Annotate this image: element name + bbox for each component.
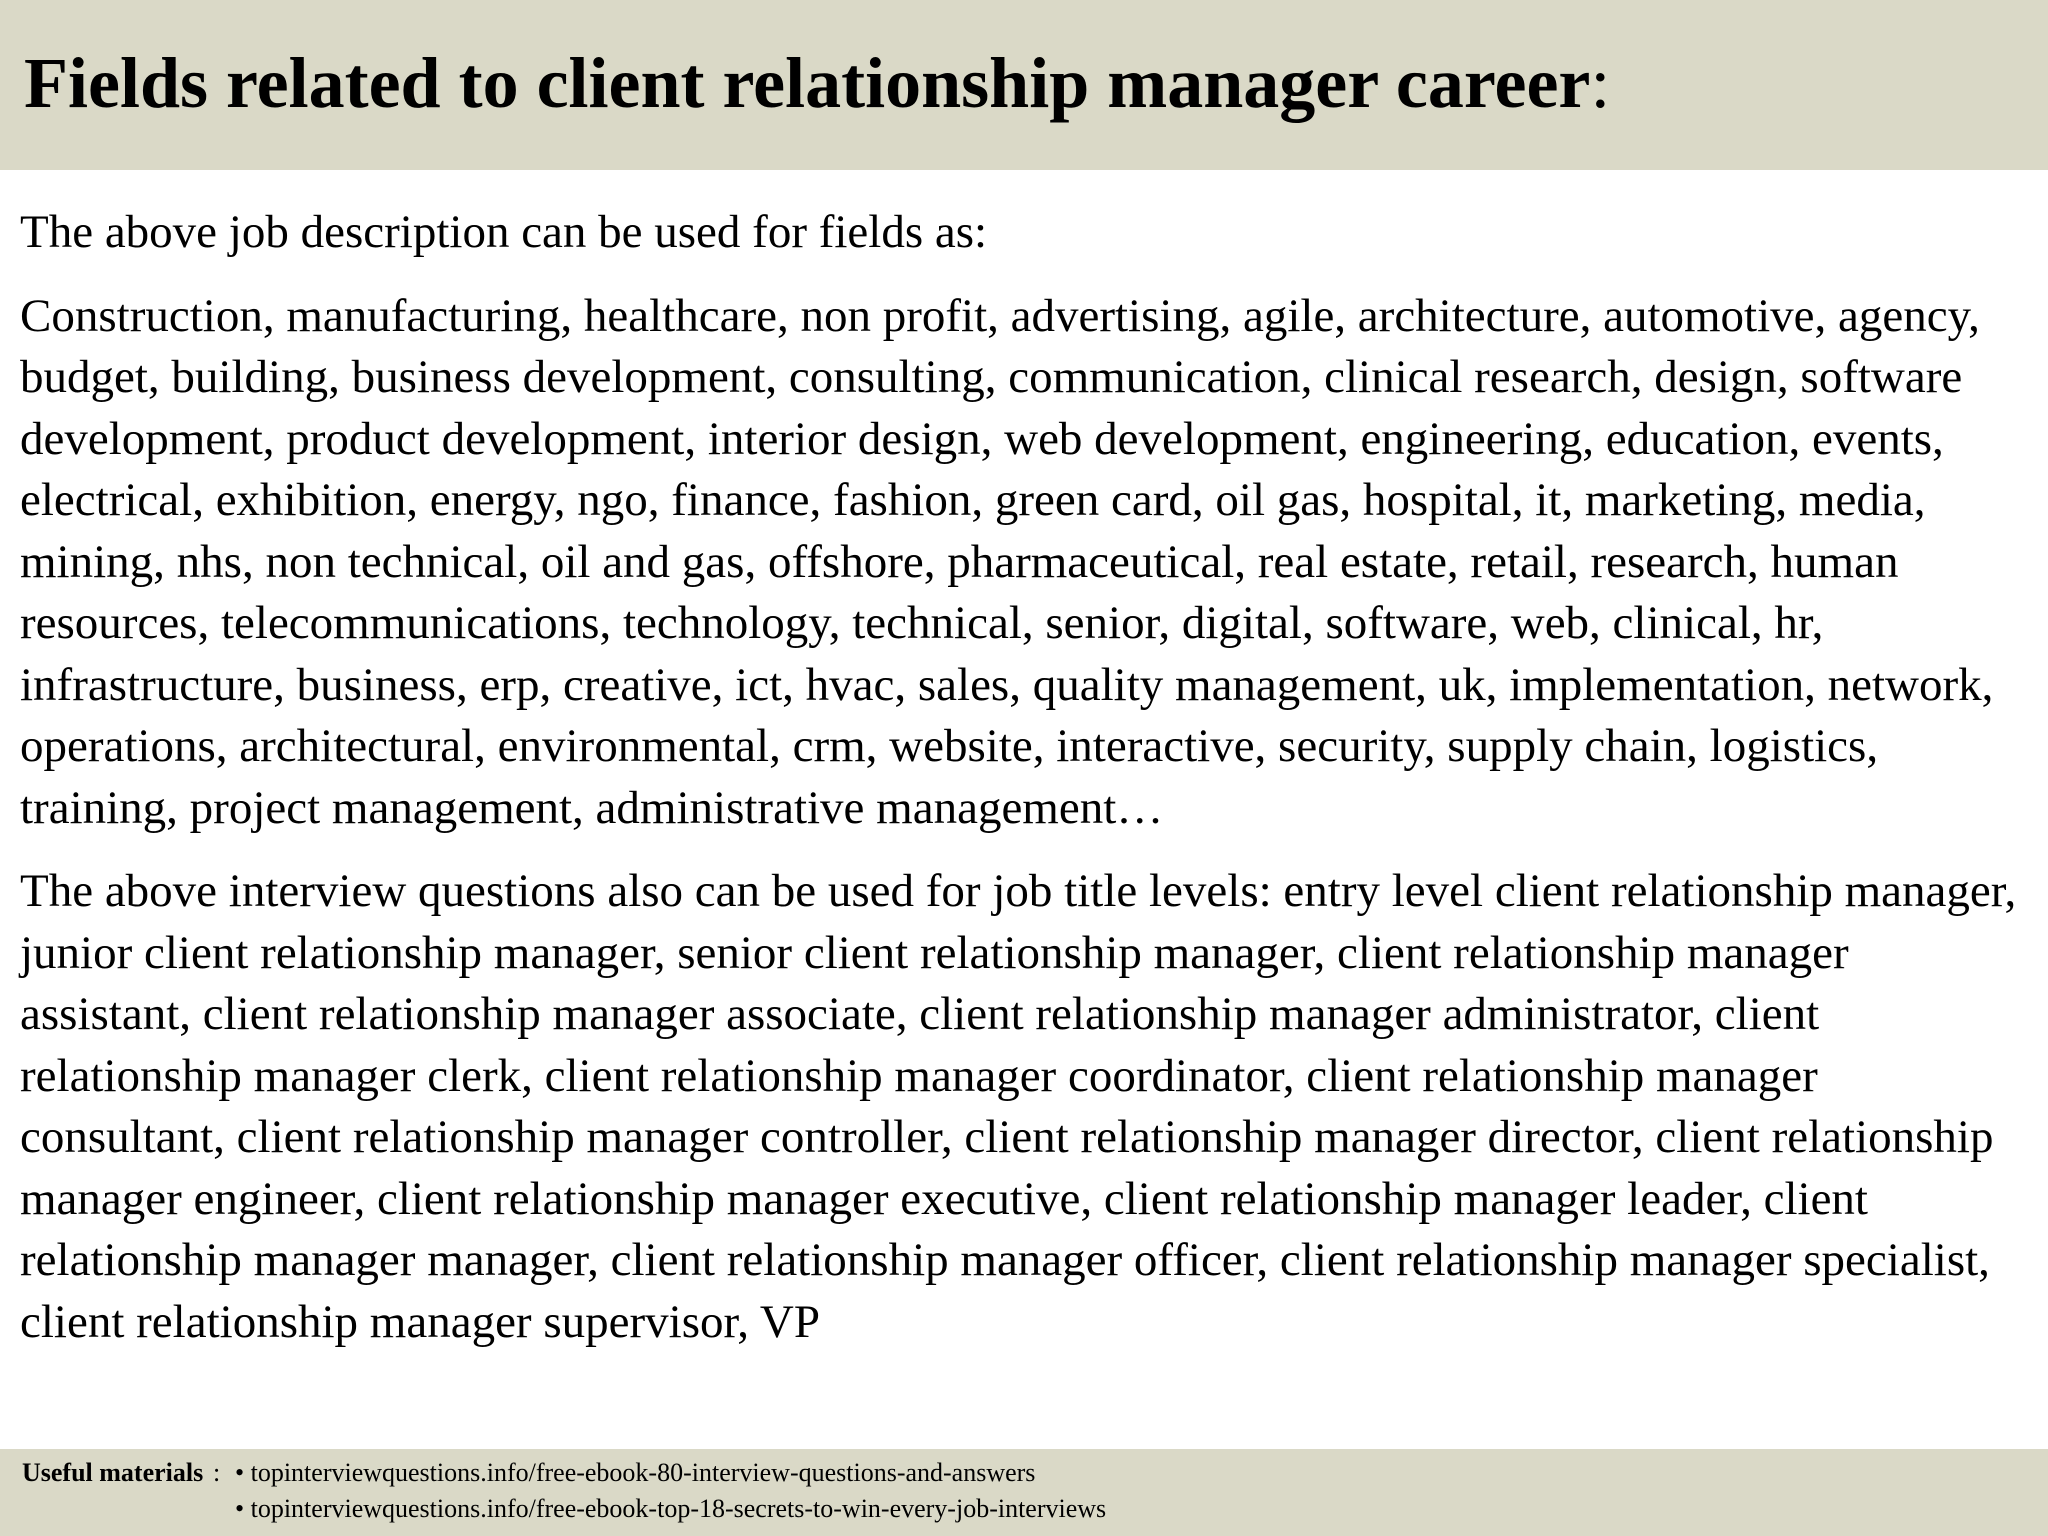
job-levels-paragraph: The above interview questions also can be used for job title levels: entry level client relationship manager, junior client relationship manager, senior client relationship manager, client relationship manager assistant, client relationship manager associate, client relationship manager administrator, client relationship manager clerk, client relationship manager coordinator, client relationship manager consultant, client relationship manager controller, client relationship manager director, client relationship manager engineer, client relationship manager executive, client relationship manager leader, client relationship manager manager, client relationship manager officer, client relationship manager specialist, client relationship manager supervisor, VP <box>20 865 2017 1348</box>
page-title-colon: : <box>1590 43 1611 123</box>
footer-link-ebook-18-secrets[interactable]: • topinterviewquestions.info/free-ebook-top-18-secrets-to-win-every-job-interviews <box>235 1494 1107 1523</box>
footer-colon: : <box>213 1458 221 1487</box>
page-title <box>24 40 1610 126</box>
footer-link-ebook-80-questions[interactable]: • topinterviewquestions.info/free-ebook-80-interview-questions-and-answers <box>235 1458 1036 1487</box>
intro-paragraph: The above job description can be used for fields as: <box>20 206 988 258</box>
fields-paragraph: Construction, manufacturing, healthcare, non profit, advertising, agile, architecture, automotive, agency, budget, building, business development, consulting, communication, clinical research, design, software development, product development, interior design, web development, engineering, education, events, electrical, exhibition, energy, ngo, finance, fashion, green card, oil gas, hospital, it, marketing, media, mining, nhs, non technical, oil and gas, offshore, pharmaceutical, real estate, retail, research, human resources, telecommunications, technology, technical, senior, digital, software, web, clinical, hr, infrastructure, business, erp, creative, ict, hvac, sales, quality management, uk, implementation, network, operations, architectural, environmental, crm, website, interactive, security, supply chain, logistics, training, project management, administrative management… <box>20 289 1994 834</box>
slide-body <box>20 202 2030 1348</box>
footer <box>0 1449 2048 1536</box>
page-title-text: Fields related to client relationship manager career <box>24 43 1591 123</box>
footer-label: Useful materials <box>22 1458 204 1487</box>
title-bar <box>0 0 2048 170</box>
